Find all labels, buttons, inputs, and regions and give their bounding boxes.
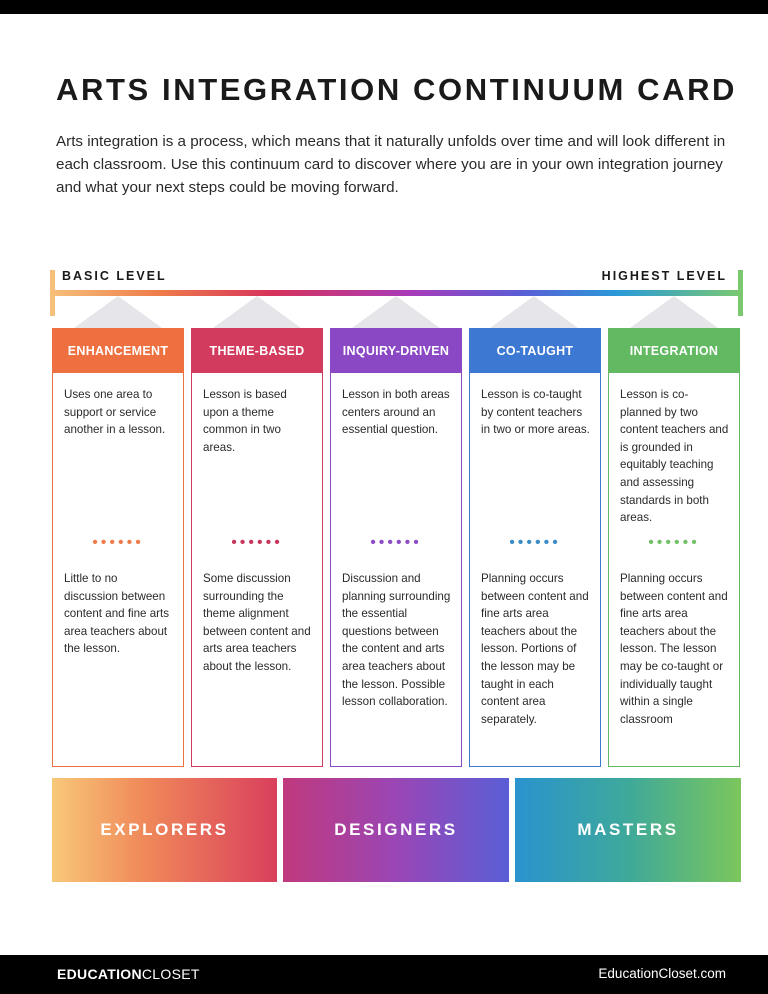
column-collaboration: Planning occurs between content and fine arts area teachers about the lesson. The lesson may be co-taught or individually taught within a single classroom bbox=[620, 572, 728, 726]
column-integration bbox=[608, 328, 740, 767]
column-theme-based bbox=[191, 328, 323, 767]
band-designers: DESIGNERS bbox=[283, 778, 509, 882]
column-description: Lesson is co-taught by content teachers in two or more areas. bbox=[481, 388, 590, 437]
footer-logo-bold: EDUCATION bbox=[57, 966, 142, 982]
column-collaboration: Some discussion surrounding the theme alignment between content and arts area teachers about the lesson. bbox=[203, 572, 311, 673]
dot-separator: •••••• bbox=[648, 534, 700, 551]
column-pointer bbox=[352, 296, 440, 328]
column-header: THEME-BASED bbox=[192, 329, 322, 373]
column-header: ENHANCEMENT bbox=[53, 329, 183, 373]
column-pointer bbox=[213, 296, 301, 328]
column-enhancement bbox=[52, 328, 184, 767]
footer bbox=[0, 955, 768, 994]
dot-separator: •••••• bbox=[92, 534, 144, 551]
highest-level-label: HIGHEST LEVEL bbox=[601, 269, 727, 283]
column-header: INQUIRY-DRIVEN bbox=[331, 329, 461, 373]
intro-paragraph: Arts integration is a process, which means that it naturally unfolds over time and will look different in each classroom. Use this continuum card to discover where you are in your own integration journey and what your next steps could be moving forward. bbox=[56, 133, 726, 196]
dot-separator: •••••• bbox=[509, 534, 561, 551]
column-collaboration: Planning occurs between content and fine arts area teachers about the lesson. Portions of the lesson may be taught in each content area separately. bbox=[481, 572, 589, 726]
footer-logo-light: CLOSET bbox=[141, 966, 200, 982]
column-description: Lesson is co-planned by two content teachers and is grounded in equitably teaching and assessing standards in both areas. bbox=[620, 388, 729, 525]
column-description: Lesson in both areas centers around an essential question. bbox=[342, 388, 450, 437]
column-pointer bbox=[490, 296, 578, 328]
band-masters: MASTERS bbox=[515, 778, 741, 882]
column-collaboration: Discussion and planning surrounding the essential questions between the content and arts area teachers about the lesson. Possible lesson collaboration. bbox=[342, 572, 451, 709]
column-header: INTEGRATION bbox=[609, 329, 739, 373]
basic-level-label: BASIC LEVEL bbox=[62, 269, 167, 283]
column-inquiry-driven bbox=[330, 328, 462, 767]
top-bar bbox=[0, 0, 768, 14]
column-co-taught bbox=[469, 328, 601, 767]
band-explorers: EXPLORERS bbox=[52, 778, 277, 882]
column-collaboration: Little to no discussion between content and fine arts area teachers about the lesson. bbox=[64, 572, 170, 656]
footer-url: EducationCloset.com bbox=[598, 966, 726, 981]
column-pointer bbox=[630, 296, 718, 328]
dot-separator: •••••• bbox=[231, 534, 283, 551]
column-description: Lesson is based upon a theme common in two areas. bbox=[203, 388, 287, 454]
page-title: ARTS INTEGRATION CONTINUUM CARD bbox=[56, 72, 738, 107]
column-pointer bbox=[74, 296, 162, 328]
footer-logo bbox=[57, 966, 200, 982]
dot-separator: •••••• bbox=[370, 534, 422, 551]
column-description: Uses one area to support or service another in a lesson. bbox=[64, 388, 166, 437]
column-header: CO-TAUGHT bbox=[470, 329, 600, 373]
